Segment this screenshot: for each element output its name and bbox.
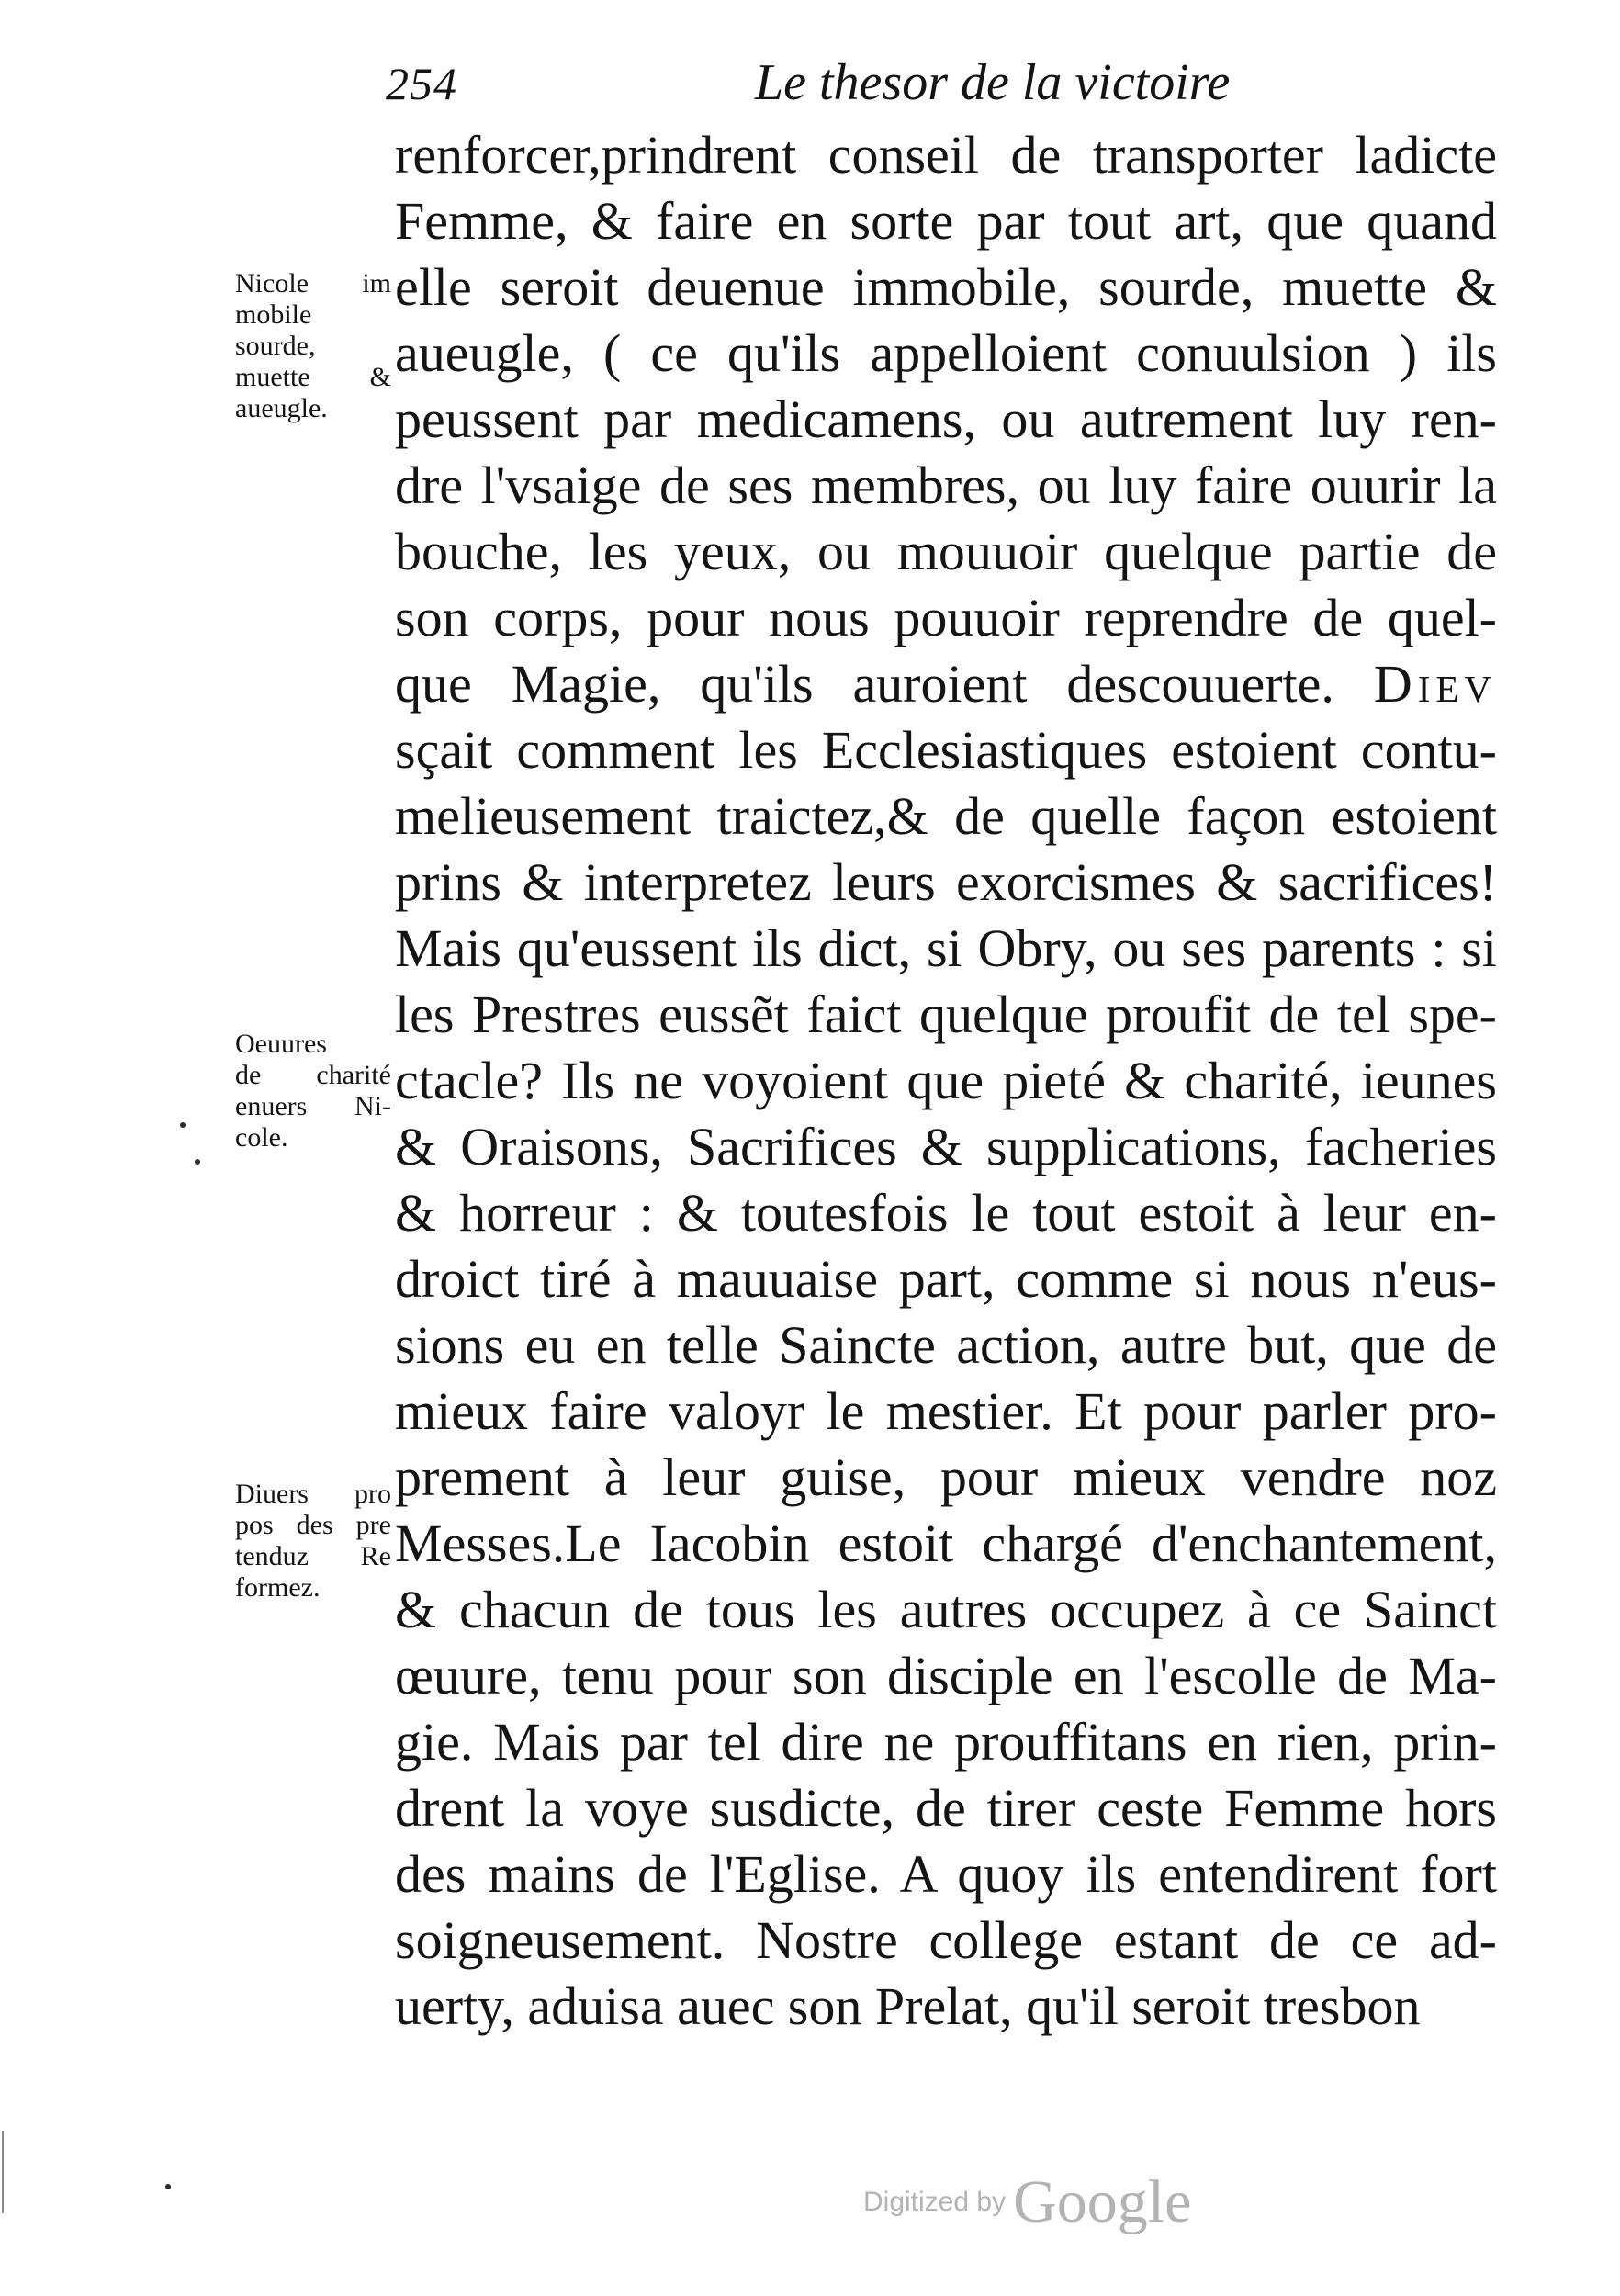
text-line: Mais qu'eussent ils dict, si Obry, ou ses parents : si (395, 918, 1497, 978)
running-title: Le thesor de la victoire (755, 54, 1231, 111)
margin-note-line: mobile (235, 299, 312, 330)
margin-note-line: muette & (235, 362, 391, 392)
text-line: renforcer,prindrent conseil de transporter ladicte (395, 125, 1497, 185)
text-line: prement à leur guise, pour mieux vendre noz (395, 1447, 1497, 1507)
margin-note-line: aueugle. (235, 393, 328, 423)
google-logo: Google (1013, 2168, 1192, 2235)
text-line: & chacun de tous les autres occupez à ce Sainct (395, 1580, 1497, 1639)
margin-note-line: Nicole im (235, 268, 391, 298)
text-line: aueugle, ( ce qu'ils appelloient conuulsion ) ils (395, 323, 1497, 383)
text-line: peussent par medicamens, ou autrement luy ren- (395, 389, 1497, 449)
text-line: droict tiré à mauuaise part, comme si nous n'eus- (395, 1249, 1497, 1309)
text-line: & horreur : & toutesfois le tout estoit à leur en- (395, 1183, 1497, 1243)
margin-note-line: Diuers pro (235, 1479, 391, 1509)
scan-edge-mark (2, 2131, 4, 2213)
text-line: uerty, aduisa auec son Prelat, qu'il seroit tresbon (395, 1976, 1421, 2036)
text-line: les Prestres eussẽt faict quelque proufit de tel spe- (395, 985, 1497, 1044)
text-line: dre l'vsaige de ses membres, ou luy faire ouurir la (395, 456, 1497, 515)
text-line: & Oraisons, Sacrifices & supplications, facheries (395, 1117, 1497, 1176)
text-line: drent la voye susdicte, de tirer ceste Femme hors (395, 1778, 1497, 1838)
text-line: mieux faire valoyr le mestier. Et pour parler pro- (395, 1381, 1497, 1441)
margin-note-line: de charité (235, 1060, 391, 1090)
margin-note-nicole-immobile (235, 268, 391, 424)
margin-note-line: cole. (235, 1122, 288, 1153)
ink-speck (165, 2184, 171, 2189)
margin-note-line: tenduz Re (235, 1541, 391, 1571)
text-line: soigneusement. Nostre college estant de ce ad- (395, 1910, 1497, 1970)
text-line: elle seroit deuenue immobile, sourde, muette & (395, 257, 1497, 317)
smallcaps-word: Diev (1373, 654, 1498, 714)
margin-note-line: sourde, (235, 331, 316, 361)
ink-speck (180, 1122, 186, 1128)
watermark-prefix: Digitized by (863, 2187, 1007, 2217)
text-line: melieusement traictez,& de quelle façon estoient (395, 786, 1497, 846)
digitized-by-google-watermark (863, 2167, 1191, 2237)
text-line: son corps, pour nous pouuoir reprendre de quel- (395, 588, 1497, 647)
margin-note-line: formez. (235, 1572, 321, 1603)
text-line: Femme, & faire en sorte par tout art, que quand (395, 191, 1497, 251)
text-line: des mains de l'Eglise. A quoy ils entendirent fort (395, 1844, 1497, 1904)
margin-note-diuers-propos (235, 1479, 391, 1604)
text-line: bouche, les yeux, ou mouuoir quelque partie de (395, 522, 1497, 581)
text-line: sçait comment les Ecclesiastiques estoient contu- (395, 720, 1497, 780)
text-line: œuure, tenu pour son disciple en l'escolle de Ma- (395, 1646, 1497, 1705)
margin-note-oeuvres-charite (235, 1029, 391, 1154)
margin-note-line: enuers Ni- (235, 1091, 391, 1121)
page-number: 254 (386, 58, 457, 109)
ink-speck (195, 1159, 200, 1165)
text-line: prins & interpretez leurs exorcismes & sacrifices! (395, 852, 1497, 912)
margin-note-line: Oeuures (235, 1029, 327, 1059)
text-line: Messes.Le Iacobin estoit chargé d'enchantement, (395, 1514, 1497, 1573)
text-line-with-smallcaps (395, 652, 1497, 716)
text-line: ctacle? Ils ne voyoient que pieté & charité, ieunes (395, 1051, 1497, 1110)
text-line: gie. Mais par tel dire ne prouffitans en rien, prin- (395, 1712, 1497, 1772)
text-line: sions eu en telle Saincte action, autre but, que de (395, 1315, 1497, 1375)
margin-note-line: pos des pre (235, 1510, 391, 1540)
text-line: que Magie, qu'ils auroient descouuerte. (395, 654, 1334, 714)
